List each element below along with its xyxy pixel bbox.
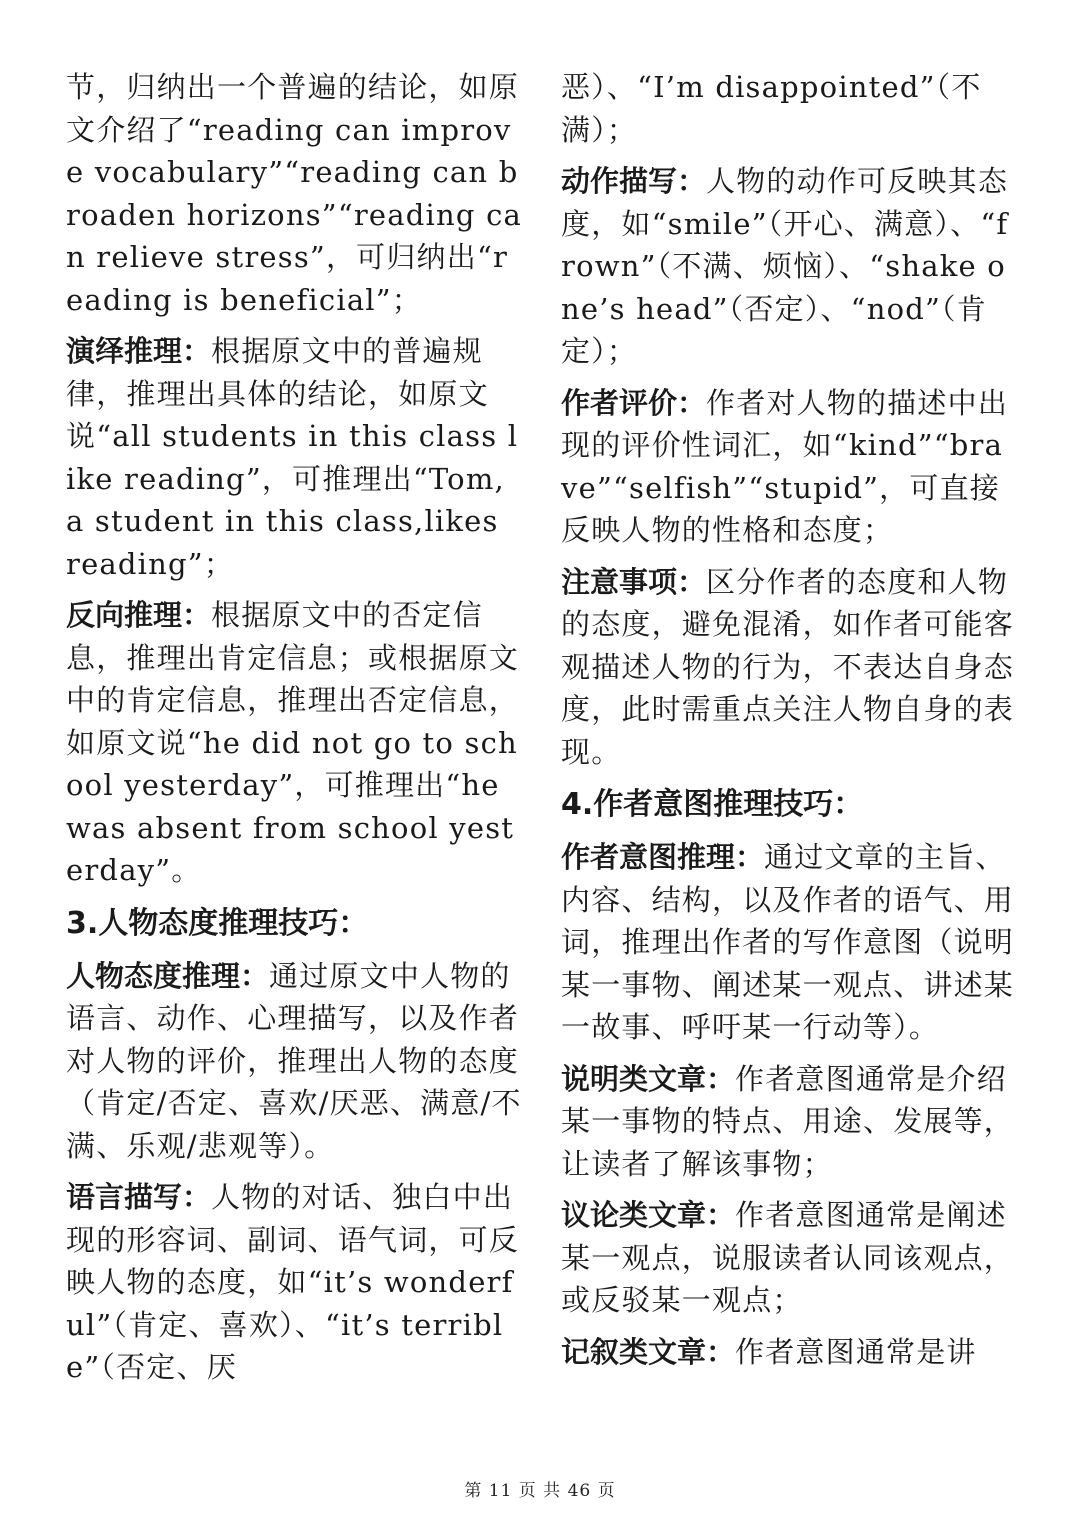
paragraph-induction-continued	[66, 66, 522, 321]
paragraph-text: 人物的动作可反映其态度，如“smile”（开心、满意）、“frown”（不满、烦恼）、“shake one’s head”（否定）、“nod”（肯定）；	[561, 164, 1009, 368]
term-label: 动作描写：	[561, 164, 707, 198]
term-label: 演绎推理：	[66, 334, 212, 368]
paragraph-reverse-reasoning	[66, 594, 522, 892]
paragraph-character-attitude	[66, 955, 522, 1168]
paragraph-text: 作者意图通常是讲	[735, 1334, 977, 1369]
paragraph-argumentative-text	[561, 1194, 1015, 1322]
paragraph-author-intent	[561, 836, 1015, 1049]
section-heading-3: 3.人物态度推理技巧：	[66, 905, 369, 941]
paragraph-language-description	[66, 1176, 522, 1389]
paragraph-text: 恶）、“I’m disappointed”（不满）；	[561, 70, 982, 147]
paragraph-author-evaluation	[561, 382, 1015, 552]
paragraph-deductive-reasoning	[66, 330, 522, 585]
paragraph-action-description	[561, 160, 1015, 373]
paragraph-text: 区分作者的态度和人物的态度，避免混淆，如作者可能客观描述人物的行为，不表达自身态度，此时需重点关注人物自身的表现。	[561, 564, 1015, 769]
paragraph-language-continued	[561, 66, 1015, 151]
term-label: 作者意图推理：	[561, 840, 765, 874]
paragraph-text: 通过原文中人物的语言、动作、心理描写，以及作者对人物的评价，推理出人物的态度（肯定/否定、喜欢/厌恶、满意/不满、乐观/悲观等）。	[66, 958, 522, 1163]
page-number-footer: 第 11 页 共 46 页	[464, 1481, 616, 1501]
paragraph-text: 根据原文中的普遍规律，推理出具体的结论，如原文说“all students in this class like reading”，可推理出“Tom,a student in this class,likes reading”；	[66, 334, 519, 581]
paragraph-narrative-text	[561, 1331, 1015, 1374]
paragraph-text: 作者对人物的描述中出现的评价性词汇，如“kind”“brave”“selfish”“stupid”，可直接反映人物的性格和态度；	[561, 385, 1009, 547]
paragraph-text: 人物的对话、独白中出现的形容词、副词、语气词，可反映人物的态度，如“it’s wonderful”（肯定、喜欢）、“it’s terrible”（否定、厌	[66, 1180, 520, 1384]
term-label: 语言描写：	[66, 1180, 212, 1214]
term-label: 记叙类文章：	[561, 1334, 736, 1369]
left-column	[66, 66, 522, 1398]
right-column	[561, 66, 1015, 1382]
term-label: 作者评价：	[561, 385, 707, 420]
paragraph-text: 通过文章的主旨、内容、结构，以及作者的语气、用词，推理出作者的写作意图（说明某一事物、阐述某一观点、讲述某一故事、呼吁某一行动等）。	[561, 840, 1015, 1044]
paragraph-text: 作者意图通常是介绍某一事物的特点、用途、发展等，让读者了解该事物；	[561, 1061, 1015, 1181]
term-label: 议论类文章：	[561, 1198, 736, 1232]
term-label: 说明类文章：	[561, 1061, 736, 1096]
paragraph-expository-text	[561, 1058, 1015, 1186]
paragraph-text: 根据原文中的否定信息，推理出肯定信息；或根据原文中的肯定信息，推理出否定信息，如原文说“he did not go to school yesterday”，可推理出“he was absent from school yesterday”。	[66, 598, 520, 887]
paragraph-text: 节，归纳出一个普遍的结论，如原文介绍了“reading can improve vocabulary”“reading can broaden horizons”“reading can relieve stress”，可归纳出“reading is beneficial”；	[66, 70, 523, 317]
term-label: 注意事项：	[561, 564, 707, 599]
term-label: 反向推理：	[66, 598, 212, 632]
term-label: 人物态度推理：	[66, 958, 270, 993]
paragraph-notes	[561, 561, 1015, 774]
section-heading-4: 4.作者意图推理技巧：	[561, 787, 864, 822]
paragraph-text: 作者意图通常是阐述某一观点，说服读者认同该观点，或反驳某一观点；	[561, 1198, 1015, 1317]
